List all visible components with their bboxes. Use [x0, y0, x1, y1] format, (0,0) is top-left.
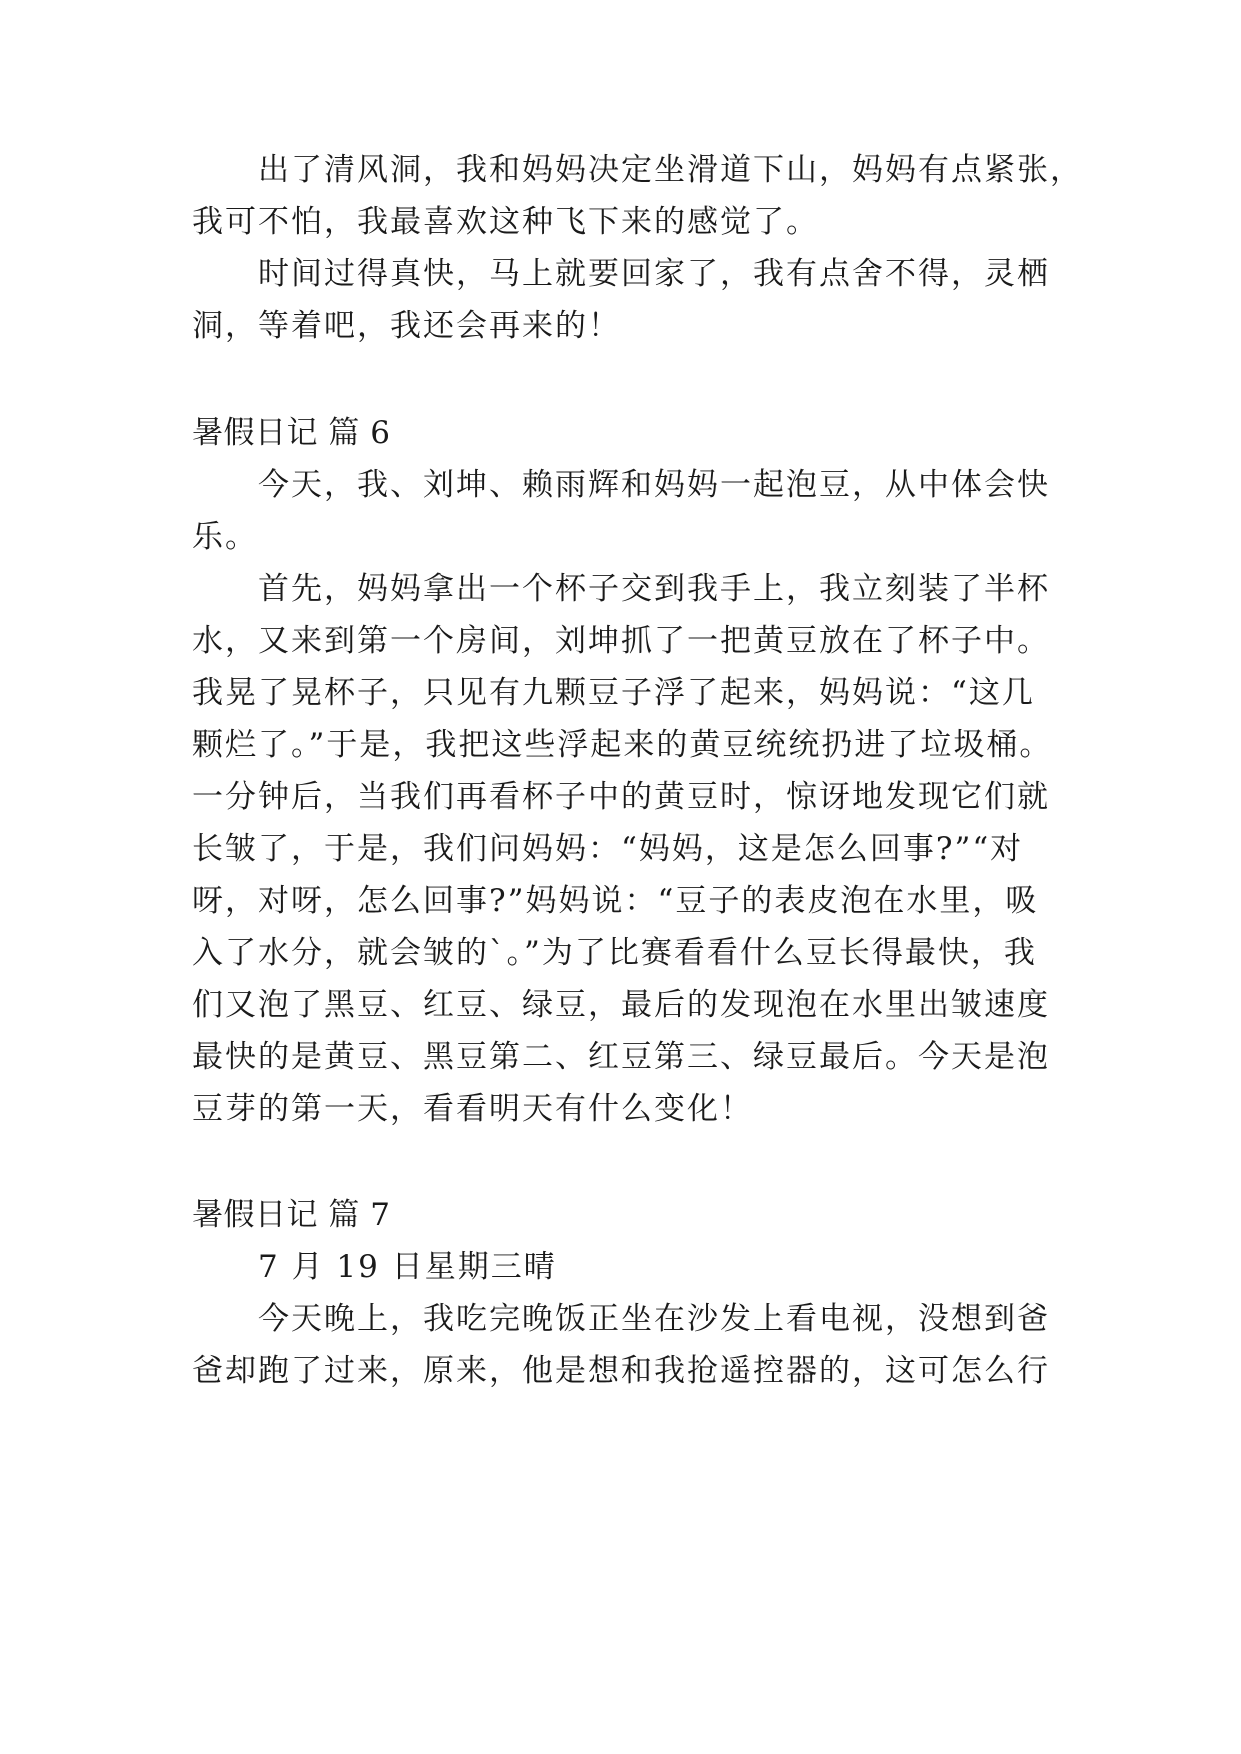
text-line: 呀，对呀，怎么回事?”妈妈说：“豆子的表皮泡在水里，吸	[192, 883, 1039, 919]
text-line: 爸却跑了过来，原来，他是想和我抢遥控器的，这可怎么行	[192, 1353, 1050, 1389]
text-line: 洞，等着吧，我还会再来的！	[192, 308, 621, 344]
text-line: 长皱了，于是，我们问妈妈：“妈妈，这是怎么回事?”“对	[192, 831, 1024, 867]
date-line: 7 月 19 日星期三晴	[258, 1249, 557, 1285]
text-line: 今天，我、刘坤、赖雨辉和妈妈一起泡豆，从中体会快	[258, 467, 1050, 503]
text-line: 时间过得真快，马上就要回家了，我有点舍不得，灵栖	[258, 256, 1050, 292]
text-line: 出了清风洞，我和妈妈决定坐滑道下山，妈妈有点紧张，	[258, 152, 1083, 188]
text-line: 水，又来到第一个房间，刘坤抓了一把黄豆放在了杯子中。	[192, 623, 1050, 659]
section-heading: 暑假日记 篇 7	[192, 1197, 391, 1233]
section-heading: 暑假日记 篇 6	[192, 415, 391, 451]
text-line: 我可不怕，我最喜欢这种飞下来的感觉了。	[192, 204, 819, 240]
text-line: 们又泡了黑豆、红豆、绿豆，最后的发现泡在水里出皱速度	[192, 987, 1050, 1023]
text-line: 今天晚上，我吃完晚饭正坐在沙发上看电视，没想到爸	[258, 1301, 1050, 1337]
text-line: 我晃了晃杯子，只见有九颗豆子浮了起来，妈妈说：“这几	[192, 675, 1035, 711]
text-line: 乐。	[192, 519, 258, 555]
text-line: 入了水分，就会皱的`。”为了比赛看看什么豆长得最快，我	[192, 935, 1037, 971]
text-line: 一分钟后，当我们再看杯子中的黄豆时，惊讶地发现它们就	[192, 779, 1050, 815]
text-line: 最快的是黄豆、黑豆第二、红豆第三、绿豆最后。今天是泡	[192, 1039, 1050, 1075]
text-line: 颗烂了。”于是，我把这些浮起来的黄豆统统扔进了垃圾桶。	[192, 727, 1053, 763]
text-line: 豆芽的第一天，看看明天有什么变化！	[192, 1091, 753, 1127]
text-line: 首先，妈妈拿出一个杯子交到我手上，我立刻装了半杯	[258, 571, 1050, 607]
